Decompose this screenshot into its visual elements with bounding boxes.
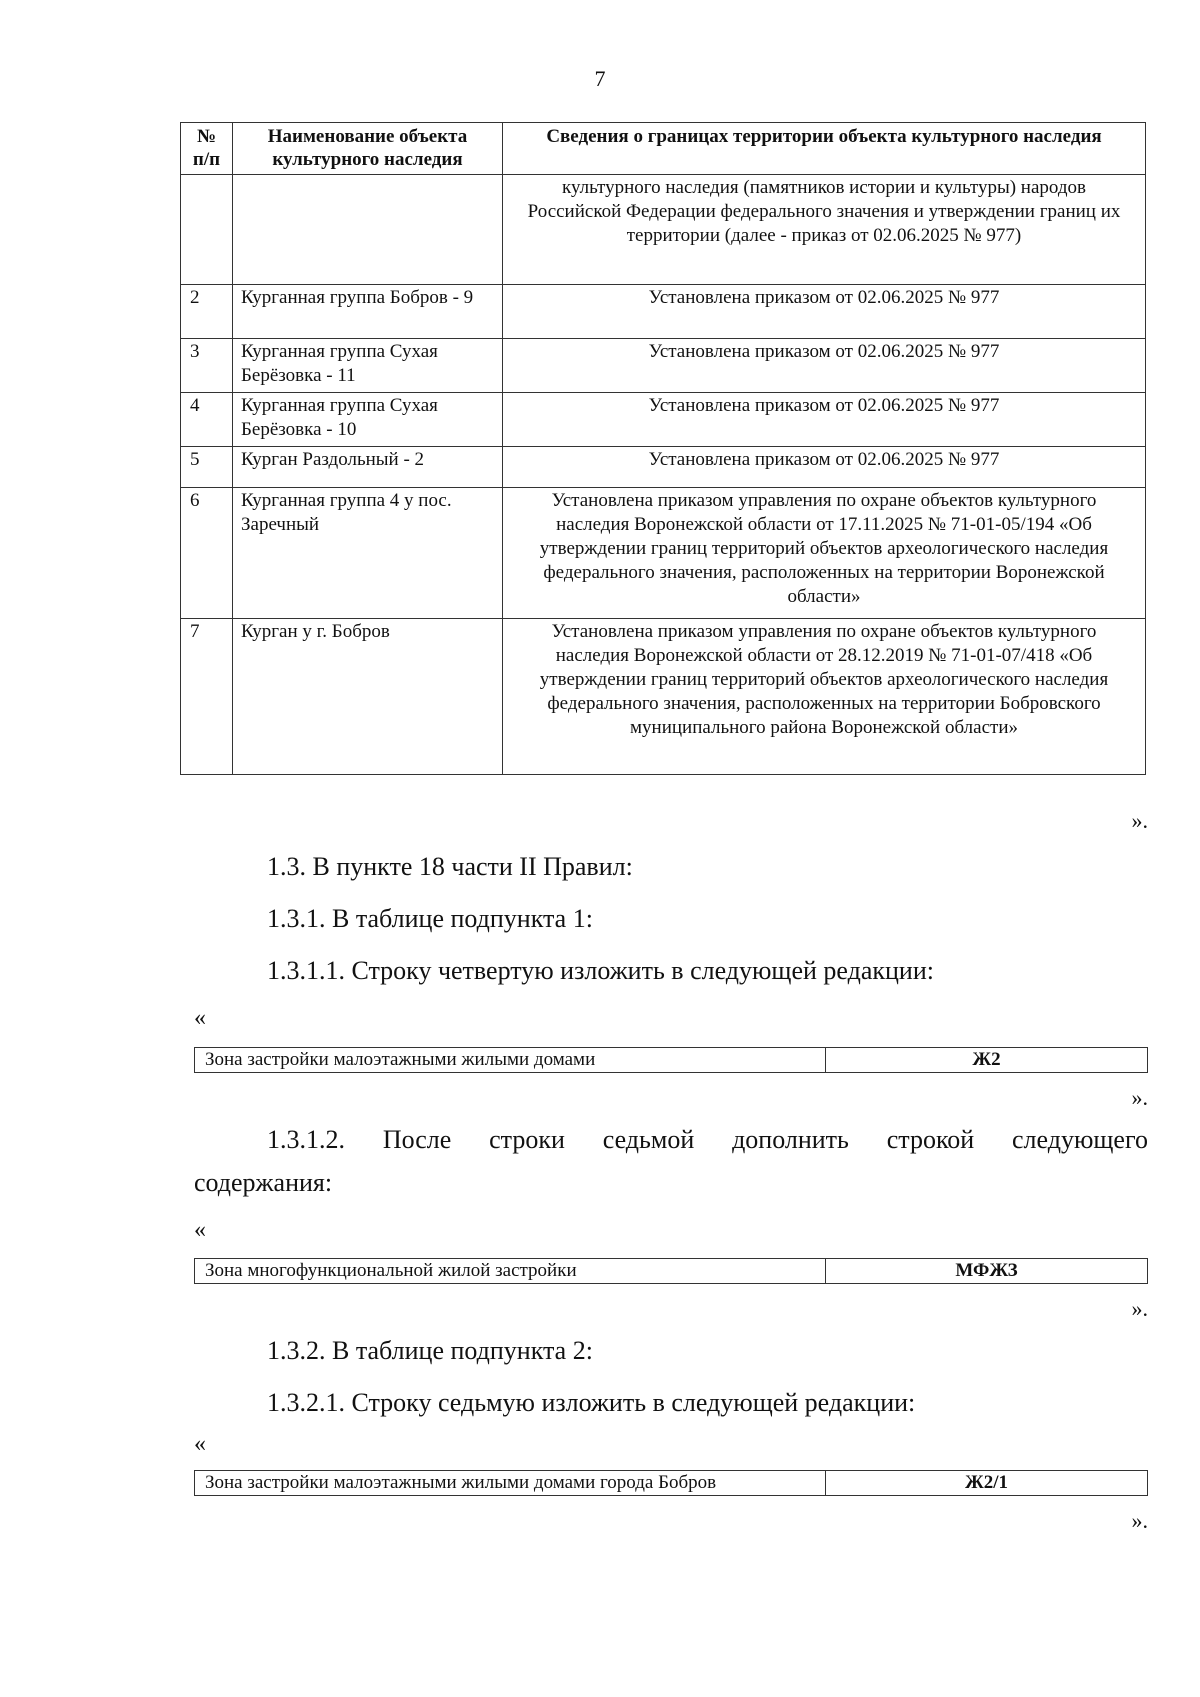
opening-quote: «	[194, 1431, 206, 1457]
row-info: Установлена приказом от 02.06.2025 № 977	[503, 447, 1146, 488]
table-row	[195, 1259, 1148, 1284]
row-name: Курган Раздольный - 2	[233, 447, 503, 488]
closing-quote: ».	[1131, 808, 1148, 833]
header-info: Сведения о границах территории объекта культурного наследия	[503, 123, 1146, 175]
zone-code: МФЖЗ	[826, 1259, 1148, 1284]
row-info: культурного наследия (памятников истории и культуры) народов Российской Федерации федерального значения и утверждении границ их территории (далее - приказ от 02.06.2025 № 977)	[503, 175, 1146, 285]
row-info: Установлена приказом управления по охране объектов культурного наследия Воронежской области от 17.11.2025 № 71-01-05/194 «Об утверждении границ территорий объектов археологического наследия федерального значения, расположенных на территории Воронежской области»	[503, 488, 1146, 619]
row-name: Курганная группа 4 у пос. Заречный	[233, 488, 503, 619]
page-number: 7	[594, 66, 606, 91]
table-row	[181, 488, 1146, 619]
closing-quote: ».	[1131, 1085, 1148, 1110]
paragraph-word: строкой	[886, 1125, 975, 1154]
row-info: Установлена приказом от 02.06.2025 № 977	[503, 285, 1146, 339]
table-row	[181, 285, 1146, 339]
table-header-row	[181, 123, 1146, 175]
paragraph-1-3-1-1: 1.3.1.1. Строку четвертую изложить в следующей редакции:	[267, 956, 934, 985]
table-row	[181, 393, 1146, 447]
zone-table-3	[194, 1470, 1148, 1496]
zone-table-1	[194, 1047, 1148, 1073]
row-num	[181, 175, 233, 285]
paragraph-1-3-1: 1.3.1. В таблице подпункта 1:	[267, 904, 593, 933]
table-row	[181, 175, 1146, 285]
heritage-objects-table	[180, 122, 1146, 775]
closing-quote: ».	[1131, 1508, 1148, 1533]
table-row	[195, 1471, 1148, 1496]
table-row	[181, 447, 1146, 488]
row-num: 7	[181, 619, 233, 775]
paragraph-word: 1.3.1.2.	[267, 1125, 345, 1154]
paragraph-word: следующего	[1012, 1125, 1148, 1154]
row-num: 2	[181, 285, 233, 339]
zone-code: Ж2	[826, 1048, 1148, 1073]
paragraph-word: строки	[489, 1125, 565, 1154]
zone-table-2	[194, 1258, 1148, 1284]
header-num: № п/п	[181, 123, 233, 175]
row-name: Курган у г. Бобров	[233, 619, 503, 775]
paragraph-word: дополнить	[732, 1125, 849, 1154]
paragraph-1-3-1-2-continuation: содержания:	[194, 1168, 333, 1197]
paragraph-1-3-2: 1.3.2. В таблице подпункта 2:	[267, 1336, 593, 1365]
table-row	[181, 619, 1146, 775]
zone-name: Зона многофункциональной жилой застройки	[195, 1259, 826, 1284]
row-name: Курганная группа Бобров - 9	[233, 285, 503, 339]
row-name: Курганная группа Сухая Берёзовка - 11	[233, 339, 503, 393]
row-name: Курганная группа Сухая Берёзовка - 10	[233, 393, 503, 447]
paragraph-word: После	[382, 1125, 452, 1154]
row-info: Установлена приказом от 02.06.2025 № 977	[503, 393, 1146, 447]
zone-name: Зона застройки малоэтажными жилыми домами города Бобров	[195, 1471, 826, 1496]
row-num: 4	[181, 393, 233, 447]
table-row	[181, 339, 1146, 393]
row-num: 5	[181, 447, 233, 488]
paragraph-1-3-2-1: 1.3.2.1. Строку седьмую изложить в следующей редакции:	[267, 1388, 916, 1417]
paragraph-word: седьмой	[602, 1125, 695, 1154]
row-num: 3	[181, 339, 233, 393]
table-row	[195, 1048, 1148, 1073]
row-num: 6	[181, 488, 233, 619]
header-name: Наименование объекта культурного наследия	[233, 123, 503, 175]
row-info: Установлена приказом от 02.06.2025 № 977	[503, 339, 1146, 393]
opening-quote: «	[194, 1005, 206, 1031]
row-info: Установлена приказом управления по охране объектов культурного наследия Воронежской области от 28.12.2019 № 71-01-07/418 «Об утверждении границ территорий объектов археологического наследия федерального значения, расположенных на территории Бобровского муниципального района Воронежской области»	[503, 619, 1146, 775]
row-name	[233, 175, 503, 285]
paragraph-1-3: 1.3. В пункте 18 части II Правил:	[267, 852, 633, 881]
opening-quote: «	[194, 1217, 206, 1243]
closing-quote: ».	[1131, 1296, 1148, 1321]
zone-name: Зона застройки малоэтажными жилыми домами	[195, 1048, 826, 1073]
zone-code: Ж2/1	[826, 1471, 1148, 1496]
paragraph-1-3-1-2	[267, 1125, 1148, 1155]
